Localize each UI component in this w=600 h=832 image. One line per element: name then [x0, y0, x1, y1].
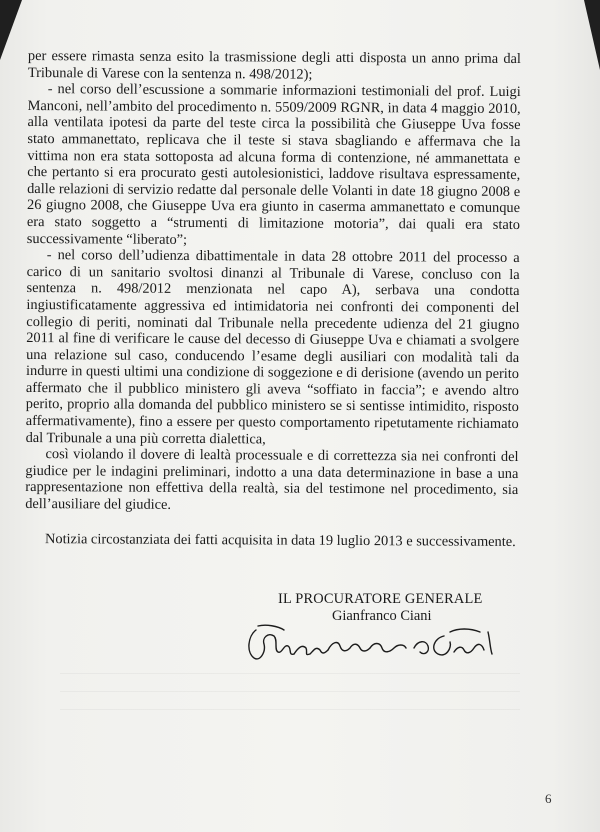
closing-note: Notizia circostanziata dei fatti acquisita in data 19 luglio 2013 e successivamente.	[44, 530, 516, 550]
scan-shadow-right	[584, 0, 600, 70]
handwritten-signature	[244, 618, 524, 670]
paragraph-manconi-testimony: - nel corso dell’escussione a sommarie informazioni testimoniali del prof. Luigi Manconi, nell’ambito del procedimento n. 5509/2009 RGNR, in data 4 maggio 2010, alla ventilata ipotesi da parte del teste circa la possibilità che Giuseppe Uva fosse stato ammanettato, replicava che il teste si stava sbagliando e affermava che la vittima non era stata sottoposta ad alcuna forma di contenzione, né ammanettata e che pertanto si era procurato gesti autolesionistici, laddove risultava espressamente, dalle relazioni di servizio redatte dal personale delle Volanti in date 18 giugno 2008 e 26 giugno 2008, che Giuseppe Uva era giunto in caserma ammanettato e comunque era stato soggetto a “strumenti di limitazione motoria”, dai quali era stato successivamente “liberato”;	[26, 81, 521, 248]
signatory-title: IL PROCURATORE GENERALE	[278, 591, 483, 607]
paragraph-continuation: per essere rimasta senza esito la trasmissione degli atti disposta un anno prima dal Tribunale di Varese con la sentenza n. 498/2012);	[27, 48, 521, 83]
scan-shadow-left	[0, 0, 22, 60]
signatory-name: Gianfranco Ciani	[332, 608, 432, 624]
paragraph-conclusion: così violando il dovere di lealtà processuale e di correttezza sia nei confronti del giudice per le indagini preliminari, indotto a una data determinazione in base a una rappresentazione non effettiva della realtà, sia del testimone nel procedimento, sia dell’ausiliare del giudice.	[25, 446, 519, 513]
paragraph-hearing-2011: - nel corso dell’udienza dibattimentale in data 28 ottobre 2011 del processo a carico di un sanitario svoltosi dinanzi al Tribunale di Varese, concluso con la sentenza n. 498/2012 menzionata nel capo A), serbava una condotta ingiustificatamente aggressiva ed intimidatoria nei confronti dei componenti del collegio di periti, nominati dal Tribunale nella precedente udienza del 21 giugno 2011 al fine di verificare le cause del decesso di Giuseppe Uva e chiamati a svolgere una relazione sul caso, conducendo l’esame degli ausiliari con modalità tali da indurre in questi ultimi una condizione di soggezione e di derisione (avendo un perito affermato che il pubblico ministero gli aveva “soffiato in faccia”; e avendo altro perito, proprio alla domanda del pubblico ministero se si sentisse intimidito, risposto affermativamente), fino a essere per questo comportamento ripetutamente richiamato dal Tribunale a una più corretta dialettica,	[25, 247, 520, 448]
document-body	[25, 48, 521, 550]
page-number: 6	[545, 791, 552, 806]
